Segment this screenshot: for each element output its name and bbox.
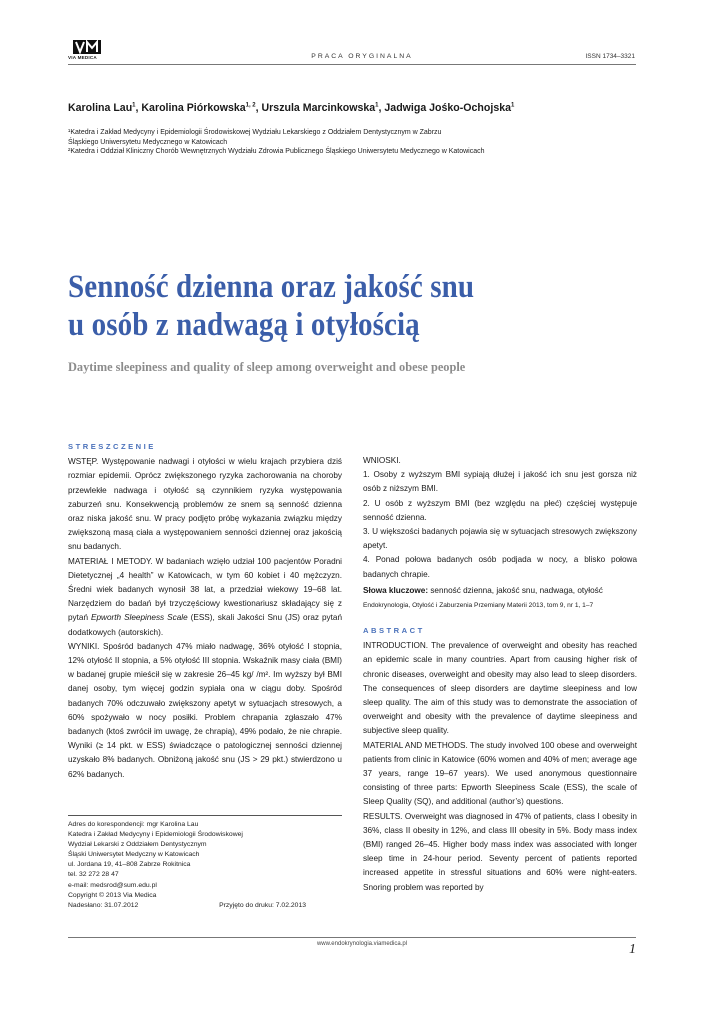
correspondence-block xyxy=(68,815,342,911)
correspondence-line: Śląski Uniwersytet Medyczny w Katowicach xyxy=(68,851,200,859)
correspondence-line: Wydział Lekarski z Oddziałem Dentystycznym xyxy=(68,841,207,849)
copyright: Copyright © 2013 Via Medica xyxy=(68,891,157,899)
keywords-label: Słowa kluczowe: xyxy=(363,585,429,595)
author-affil-mark: 1, 2 xyxy=(245,102,256,109)
author-affil-mark: 1 xyxy=(132,102,136,109)
dates-row xyxy=(68,901,342,911)
logo-text: VIA MEDICA xyxy=(68,55,97,60)
abstract-paragraph: MATERIAL AND METHODS. The study involved 100 obese and overweight patients from clinic in Katowice (60% women and 40% of men; average age 37 years, range 19–67 years). We used anonymous questionnaire consisting of three parts: Epworth Sleepiness Scale (ESS), the scale of Sleep Quality (SQ), and additional (author’s) questions. xyxy=(363,740,637,807)
running-head: PRACA ORYGINALNA xyxy=(311,53,413,60)
footer-divider xyxy=(68,937,636,938)
abstract-paragraph: RESULTS. Overweight was diagnosed in 47% of patients, class I obesity in 36%, class II obesity in 12%, and class III obesity in 5%. Body mass index (BMI) ranged 26–45. Higher body mass index was associated with longer sleep time in 24-hour period. Seventy percent of patients reported increased appetite in stressful situations and 60% were night-eaters. Snoring problem was reported by xyxy=(363,811,637,892)
abstract-paragraph xyxy=(68,555,342,640)
abstract-paragraph: WYNIKI. Spośród badanych 47% miało nadwagę, 36% otyłość I stopnia, 12% otyłość II stopnia, a 5% otyłość III stopnia. Wskaźnik masy ciała (BMI) w badanej grupie mieścił się w zakresie 26–45 kg/ /m². Im wyższy był BMI danej osoby, tym więcej godzin sypiała ona w ciągu doby. Spośród badanych 70% odczuwało zwiększony apetyt w sytuacjach stresowych, a 60% spożywało w nocy posiłki. Problem chrapania zgłaszało 47% badanych (ktoś zwrócił im uwagę, że chrapią), 49% podało, że nie chrapie. Wyniki (≥ 14 pkt. w ESS) świadczące o patologicznej senności dziennej uzyskało 8% badanych. Obniżoną jakość snu (JS > 29 pkt.) stwierdzono u 62% badanych. xyxy=(68,641,342,779)
correspondence-line: tel. 32 272 28 47 xyxy=(68,871,119,879)
right-column xyxy=(363,454,637,895)
abstract-heading: ABSTRACT xyxy=(363,626,425,636)
wnioski-heading: WNIOSKI. xyxy=(363,456,401,465)
author-name: Urszula Marcinkowska xyxy=(261,102,376,114)
author-name: Karolina Lau xyxy=(68,102,133,114)
conclusion-item: 3. U większości badanych pojawia się w sytuacjach stresowych zwiększony apetyt. xyxy=(363,527,637,551)
author-name: Karolina Piórkowska xyxy=(141,102,246,114)
title-line: Senność dzienna oraz jakość snu xyxy=(68,269,475,305)
accepted-date: Przyjęto do druku: 7.02.2013 xyxy=(219,901,306,909)
abstract-paragraph: WSTĘP. Występowanie nadwagi i otyłości w wielu krajach przybiera dziś rozmiar epidemii. Oprócz zwiększonego ryzyka zachorowania na choroby przewlekłe nadwaga i otyłość są czynnikiem ryzyka występowania zaburzeń snu. Konsekwencją problemów ze snem są senność dzienna oraz niska jakość snu. W pracy podjęto próbę wykazania związku między zwiększoną masą ciała a występowaniem senności dziennej oraz jakością snu badanych. xyxy=(68,457,342,552)
conclusion-item: 1. Osoby z wyższym BMI sypiają dłużej i jakość ich snu jest gorsza niż osób z niższym BMI. xyxy=(363,470,637,494)
english-title: Daytime sleepiness and quality of sleep among overweight and obese people xyxy=(68,359,466,374)
author-list: Karolina Lau$^1$, Karolina Piórkowska$^{1, 2}$, Urszula Marcinkowska$^1$, Jadwiga Jośko-Ochojska$^1$ xyxy=(68,102,515,114)
received-date: Nadesłano: 31.07.2012 xyxy=(68,901,139,909)
affiliation-line: ²Katedra i Oddział Kliniczny Chorób Wewnętrznych Wydziału Zdrowia Publicznego Śląskiego Uniwersytetu Medycznego w Katowicach xyxy=(68,148,485,156)
keywords-text: senność dzienna, jakość snu, nadwaga, otyłość xyxy=(428,585,603,595)
streszczenie-column xyxy=(68,440,342,782)
text-run: MATERIAŁ I METODY. W badaniach wzięło udział 100 pacjentów Poradni Dietetycznej „4 health” w Katowicach, w tym 60 kobiet i 40 mężczyzn. Średni wiek badanych wynosił 38 lat, a przedział wiekowy 19–68 lat. Narzędziem do badań był trzyczęściowy kwestionariusz składający się z pytań xyxy=(68,556,342,623)
correspondence-line: Katedra i Zakład Medycyny i Epidemiologii Środowiskowej xyxy=(68,831,243,839)
header-divider xyxy=(68,64,636,65)
scale-name: Epworth Sleepiness Scale xyxy=(91,613,188,623)
affiliation-line: Śląskiego Uniwersytetu Medycznego w Katowicach xyxy=(68,138,228,146)
text-run: (ESS), skali Jakości Snu (JS) oraz pytań dodatkowych (autorskich). xyxy=(68,613,343,637)
abstract-paragraph: INTRODUCTION. The prevalence of overweight and obesity has reached an epidemic scale in many countries. Apart from causing higher risk of chronic diseases, overweight and obesity may also lead to sleep disorders. The consequences of sleep disorders are daytime sleepiness and low sleep quality. The aim of this study was to demonstrate the association of overweight and obesity with the prevalence of daytime sleepiness and subjective sleep quality. xyxy=(363,641,637,736)
affiliation-line: ¹Katedra i Zakład Medycyny i Epidemiologii Środowiskowej Wydziału Lekarskiego z Oddziałem Dentystycznym w Zabrzu xyxy=(68,129,442,136)
streszczenie-heading: STRESZCZENIE xyxy=(68,442,156,451)
correspondence-line: Adres do korespondencji: mgr Karolina Lau xyxy=(68,821,199,828)
article-title xyxy=(68,268,570,344)
author-name: Jadwiga Jośko-Ochojska xyxy=(384,102,511,114)
author-affil-mark: 1 xyxy=(511,102,515,109)
correspondence-email: e-mail: medsrod@sum.edu.pl xyxy=(68,881,157,889)
keywords xyxy=(363,584,637,598)
conclusion-item: 2. U osób z wyższym BMI (bez względu na płeć) częściej występuje senność dzienna. xyxy=(363,498,637,522)
affiliations xyxy=(68,128,638,157)
title-line: u osób z nadwagą i otyłością xyxy=(68,307,420,343)
conclusion-item: 4. Ponad połowa badanych osób podjada w nocy, a blisko połowa badanych chrapie. xyxy=(363,555,637,579)
via-medica-logo-icon xyxy=(73,40,101,54)
author-affil-mark: 1 xyxy=(375,102,379,109)
page-number: 1 xyxy=(629,942,636,957)
journal-url: www.endokrynologia.viamedica.pl xyxy=(316,941,408,947)
issn: ISSN 1734–3321 xyxy=(585,53,635,60)
correspondence-line: ul. Jordana 19, 41–808 Zabrze Rokitnica xyxy=(68,861,191,869)
citation: Endokrynologia, Otyłość i Zaburzenia Przemiany Materii 2013, tom 9, nr 1, 1–7 xyxy=(363,602,594,610)
